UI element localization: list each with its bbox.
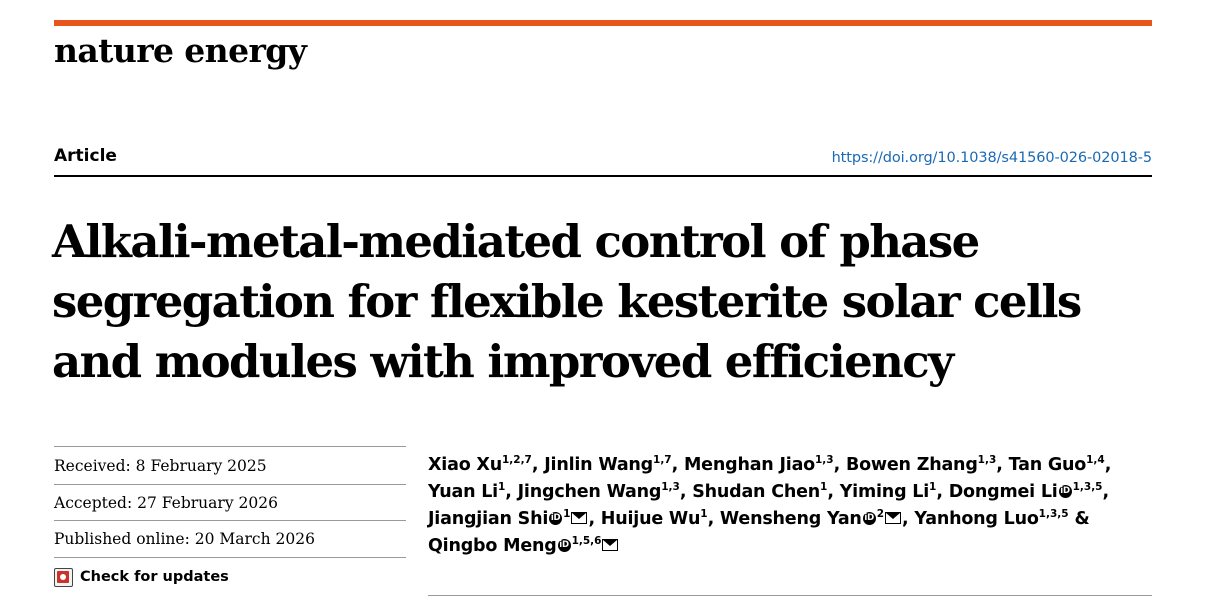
author-name[interactable]: Qingbo Meng <box>428 536 557 557</box>
author-name[interactable]: Wensheng Yan <box>719 509 862 530</box>
author-name[interactable]: Bowen Zhang <box>845 455 978 475</box>
orcid-icon[interactable] <box>863 512 876 525</box>
email-icon[interactable] <box>571 512 587 524</box>
author-separator: & <box>1068 509 1090 530</box>
email-icon[interactable] <box>602 539 618 551</box>
author-name[interactable]: Jinlin Wang <box>544 455 654 475</box>
author-separator: , <box>1104 455 1112 475</box>
author-name[interactable]: Xiao Xu <box>428 455 502 475</box>
check-for-updates-label: Check for updates <box>80 569 229 586</box>
page-title: Alkali-metal-mediated control of phase segregation for flexible kesterite solar cells and modules with improved efficiency <box>52 215 1081 388</box>
author-separator: , <box>1102 482 1109 503</box>
orcid-icon[interactable] <box>549 512 562 525</box>
author-name[interactable]: Shudan Chen <box>692 482 821 503</box>
author-affiliation-marker: 1 <box>820 481 828 494</box>
author-affiliation-marker: 1 <box>929 481 937 494</box>
journal-accent-rule <box>54 20 1152 26</box>
doi-link[interactable]: https://doi.org/10.1038/s41560-026-02018-5 <box>831 150 1152 166</box>
author-separator: , <box>531 455 545 475</box>
author-name[interactable]: Tan Guo <box>1008 455 1087 475</box>
author-affiliation-marker: 1 <box>497 481 506 494</box>
author-separator: , <box>671 455 684 475</box>
journal-masthead: nature energy <box>54 31 307 70</box>
author-separator: , <box>505 482 518 503</box>
orcid-icon[interactable] <box>1059 485 1072 498</box>
author-affiliation-marker: 1,3,5 <box>1038 508 1069 521</box>
author-list <box>428 452 1128 561</box>
author-separator: , <box>588 509 601 530</box>
author-affiliation-marker: 1,2,7 <box>501 454 532 467</box>
crossmark-icon <box>54 568 73 587</box>
author-separator: , <box>679 482 693 503</box>
author-affiliation-marker: 1 <box>563 508 571 521</box>
author-name[interactable]: Jiangjian Shi <box>428 509 549 530</box>
author-name[interactable]: Yuan Li <box>428 482 498 503</box>
author-affiliation-marker: 1,7 <box>653 454 672 467</box>
header-divider <box>54 175 1152 177</box>
author-name[interactable]: Huijue Wu <box>600 509 701 530</box>
author-affiliation-marker: 1,5,6 <box>571 535 602 548</box>
received-date: Received: 8 February 2025 <box>54 446 406 485</box>
author-name[interactable]: Yiming Li <box>839 482 930 503</box>
author-separator: , <box>996 455 1009 475</box>
orcid-icon[interactable] <box>558 539 571 552</box>
author-affiliation-marker: 2 <box>876 508 884 521</box>
author-affiliation-marker: 1,4 <box>1086 454 1105 467</box>
author-separator: , <box>833 455 846 475</box>
author-separator: , <box>902 509 915 530</box>
authors-divider <box>428 595 1152 596</box>
article-type-label: Article <box>54 146 117 166</box>
author-name[interactable]: Yanhong Luo <box>914 509 1039 530</box>
author-affiliation-marker: 1 <box>700 508 708 521</box>
author-separator: , <box>707 509 720 530</box>
author-separator: , <box>827 482 840 503</box>
author-affiliation-marker: 1,3 <box>661 481 680 494</box>
author-affiliation-marker: 1,3,5 <box>1072 481 1103 494</box>
published-date: Published online: 20 March 2026 <box>54 521 406 558</box>
author-separator: , <box>936 482 949 503</box>
author-name[interactable]: Menghan Jiao <box>683 455 815 475</box>
author-name[interactable]: Dongmei Li <box>948 482 1058 503</box>
email-icon[interactable] <box>885 512 901 524</box>
author-name[interactable]: Jingchen Wang <box>517 482 662 503</box>
check-for-updates[interactable] <box>54 558 406 587</box>
author-affiliation-marker: 1,3 <box>815 454 834 467</box>
accepted-date: Accepted: 27 February 2026 <box>54 485 406 522</box>
publication-history <box>54 446 406 587</box>
author-affiliation-marker: 1,3 <box>977 454 997 467</box>
